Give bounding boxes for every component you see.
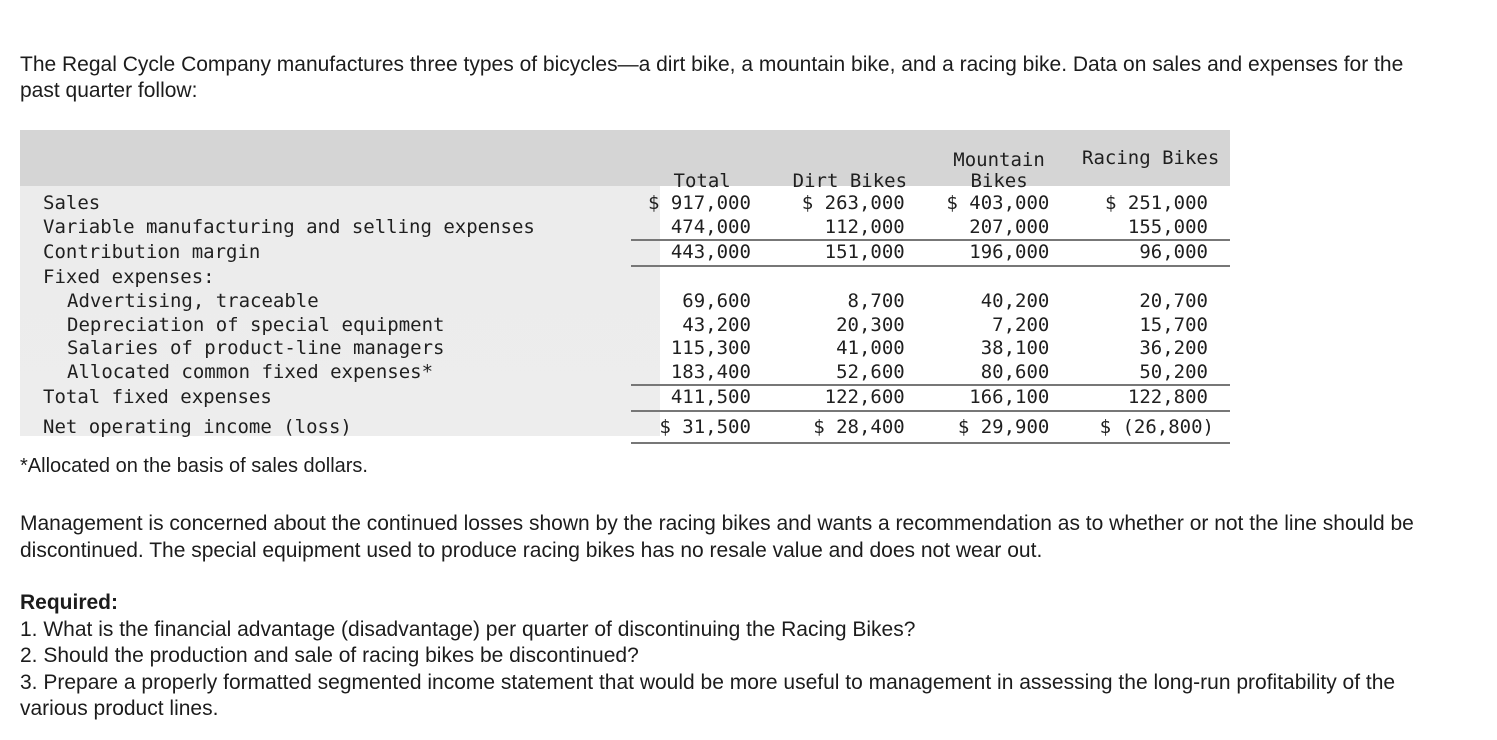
cell-racing: 96,000 (1071, 240, 1230, 266)
cell-mountain: 40,200 (980, 290, 1050, 312)
table-row-depreciation (20, 314, 1230, 338)
cell-racing: 20,700 (1139, 290, 1208, 312)
required-title: Required: (20, 591, 119, 614)
cell-mountain: $ 403,000 (946, 192, 1050, 214)
table-header-row (20, 130, 1230, 192)
table-row-fixed-expenses-heading (20, 266, 1230, 291)
row-label: Net operating income (loss) (43, 415, 352, 438)
required-item-2: 2. Should the production and sale of racing bikes be discontinued? (20, 644, 639, 667)
cell-mountain: $ 29,900 (927, 411, 1072, 443)
header-mountain-line1: Mountain (953, 149, 1045, 171)
cell-total: 443,000 (631, 240, 773, 266)
cell-total (631, 266, 773, 291)
cell-total: $ 31,500 (631, 411, 773, 443)
cell-dirt: $ 263,000 (801, 192, 905, 214)
table-row-allocated-common (20, 361, 1230, 386)
row-label: Total fixed expenses (43, 386, 272, 408)
cell-mountain: 7,200 (992, 313, 1050, 336)
header-racing-bikes: Racing Bikes (1082, 146, 1220, 169)
cell-total: 43,200 (682, 313, 751, 336)
cell-dirt (773, 266, 927, 291)
cell-total: $ 917,000 (647, 192, 751, 214)
cell-dirt: 112,000 (824, 215, 905, 238)
cell-racing: $ (26,800) (1071, 411, 1230, 443)
row-label: Allocated common fixed expenses* (67, 361, 434, 383)
management-paragraph: Management is concerned about the continued losses shown by the racing bikes and wants a recommendation as to whether or not the line should be discontinued. The special equipment used to produce racing bikes has no resale value and does not wear out. (20, 512, 1414, 562)
header-mountain-bikes (927, 130, 1072, 192)
cell-total: 183,400 (670, 360, 751, 383)
table-row-contribution-margin (20, 240, 1230, 266)
table-row-salaries (20, 337, 1230, 361)
cell-dirt: 122,600 (773, 385, 927, 411)
row-label: Advertising, traceable (67, 290, 319, 312)
cell-racing: 50,200 (1139, 360, 1208, 383)
income-statement-table (20, 130, 1230, 444)
table-row-advertising (20, 290, 1230, 314)
header-dirt-bikes: Dirt Bikes (792, 170, 908, 192)
table-row-net-operating-income (20, 411, 1230, 443)
cell-racing: $ 251,000 (1105, 192, 1208, 214)
header-mountain-line2: Bikes (970, 170, 1028, 192)
cell-mountain: 196,000 (927, 240, 1072, 266)
table-row-total-fixed (20, 385, 1230, 411)
header-total: Total (673, 170, 731, 192)
row-label: Fixed expenses: (43, 266, 215, 288)
header-blank (20, 130, 631, 192)
cell-mountain: 80,600 (980, 360, 1050, 383)
row-label: Variable manufacturing and selling expenses (43, 216, 535, 238)
table-row-variable-expenses (20, 216, 1230, 241)
required-item-3: 3. Prepare a properly formatted segmented income statement that would be more useful to management in assessing the long-run profitability of the various product lines. (20, 670, 1396, 720)
cell-total: 115,300 (670, 337, 751, 359)
row-label: Sales (43, 192, 101, 214)
cell-dirt: 151,000 (773, 240, 927, 266)
income-statement-table-area (20, 130, 1230, 438)
cell-mountain (927, 266, 1072, 291)
cell-racing: 122,800 (1071, 385, 1230, 411)
required-section (20, 590, 1460, 723)
table-footnote: *Allocated on the basis of sales dollars. (20, 455, 368, 477)
cell-dirt: $ 28,400 (773, 411, 927, 443)
cell-racing: 36,200 (1139, 337, 1208, 359)
table-row-sales (20, 192, 1230, 216)
row-label: Salaries of product-line managers (67, 337, 445, 359)
cell-mountain: 166,100 (927, 385, 1072, 411)
intro-paragraph: The Regal Cycle Company manufactures three types of bicycles—a dirt bike, a mountain bike, and a racing bike. Data on sales and expenses for the past quarter follow: (20, 53, 1404, 102)
cell-total: 474,000 (670, 215, 751, 238)
row-label: Depreciation of special equipment (67, 313, 445, 336)
cell-racing: 155,000 (1127, 215, 1208, 238)
required-item-1: 1. What is the financial advantage (disadvantage) per quarter of discontinuing the Racing Bikes? (20, 617, 916, 641)
cell-total: 69,600 (682, 290, 751, 312)
cell-dirt: 52,600 (836, 360, 905, 383)
cell-dirt: 20,300 (836, 313, 905, 336)
cell-dirt: 41,000 (836, 337, 905, 359)
cell-mountain: 207,000 (969, 215, 1050, 238)
cell-racing: 15,700 (1139, 313, 1208, 336)
cell-dirt: 8,700 (847, 290, 905, 312)
cell-mountain: 38,100 (980, 337, 1050, 359)
cell-racing (1071, 266, 1230, 291)
row-label: Contribution margin (43, 241, 261, 263)
cell-total: 411,500 (631, 385, 773, 411)
